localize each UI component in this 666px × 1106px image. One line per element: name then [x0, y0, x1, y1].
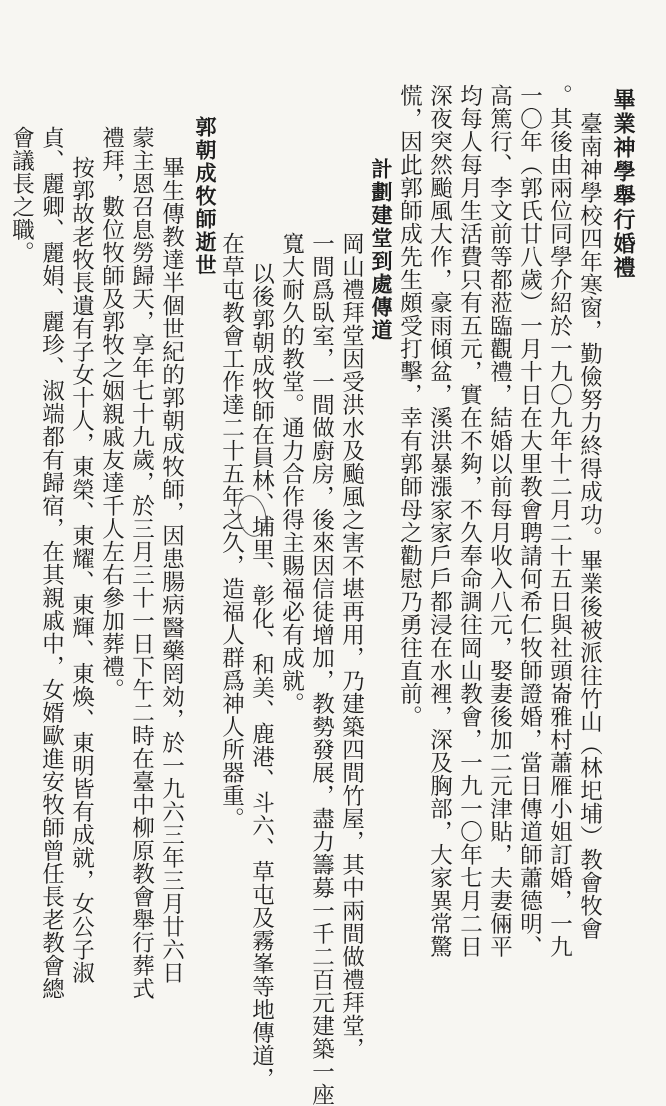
text-column: 一間爲臥室，一間做廚房，後來因信徒增加，教勢發展，盡力籌募一千二百元建築一座: [308, 232, 335, 1106]
text-column: 一〇年（郭氏廿八歲）一月十日在大里教會聘請何希仁牧師證婚，當日傳道師蕭德明、: [516, 84, 543, 958]
text-column: 均每人每月生活費只有五元，實在不夠，不久奉命調往岡山教會，一九一〇年七月二日: [456, 84, 483, 958]
text-column: 按郭故老牧長遺有子女十人，東榮、東耀、東輝、東煥、東明皆有成就，女公子淑: [68, 156, 95, 984]
text-column: 在草屯教會工作達二十五年之久，造福人群爲神人所器重。: [218, 232, 245, 830]
text-column: 岡山禮拜堂因受洪水及颱風之害不堪再用，乃建築四間竹屋，其中兩間做禮拜堂，: [338, 232, 365, 1060]
text-column: 會議長之職。: [8, 126, 35, 264]
text-column: 。其後由兩位同學介紹於一九〇九年十二月二十五日與社頭崙雅村蕭雁小姐訂婚，一九: [546, 84, 573, 958]
text-column: 臺南神學校四年寒窗，勤儉努力終得成功。畢業後被派往竹山（林圯埔）教會牧會: [576, 112, 603, 940]
section-heading-passing: 郭朝成牧師逝世: [193, 116, 218, 277]
text-column: 寬大耐久的教堂。通力合作得主賜福必有成就。: [278, 232, 305, 715]
text-column: 貞、麗卿、麗娟、麗珍、淑端都有歸宿，在其親戚中，女婿歐進安牧師曾任長老教會總: [38, 126, 65, 1000]
text-column: 慌，因此郭師成先生頗受打擊，幸有郭師母之勸慰乃勇往直前。: [396, 84, 423, 728]
text-column: 高篤行、李文前等都蒞臨觀禮，結婚以前每月收入八元，娶妻後加二元津貼，夫妻倆平: [486, 84, 513, 958]
text-column: 深夜突然颱風大作，豪雨傾盆，溪洪暴漲家家戶戶都浸在水裡，深及胸部，大家異常驚: [426, 84, 453, 958]
text-column: 禮拜，數位牧師及郭牧之姻親戚友達千人左右參加葬禮。: [98, 126, 125, 701]
section-heading-church-building: 計劃建堂到處傳道: [369, 158, 394, 342]
text-column: 以後郭朝成牧師在員林、埔里、彰化、和美、鹿港、斗六、草屯及霧峯等地傳道，: [248, 262, 275, 1090]
text-column: 蒙主恩召息勞歸天，享年七十九歲，於三月三十一日下午二時在臺中柳原教會舉行葬式: [128, 126, 155, 1000]
section-heading-wedding: 畢業神學舉行婚禮: [610, 88, 636, 280]
text-column: 畢生傳教達半個世紀的郭朝成牧師，因患腸病醫藥罔効，於一九六三年三月廿六日: [158, 156, 185, 984]
